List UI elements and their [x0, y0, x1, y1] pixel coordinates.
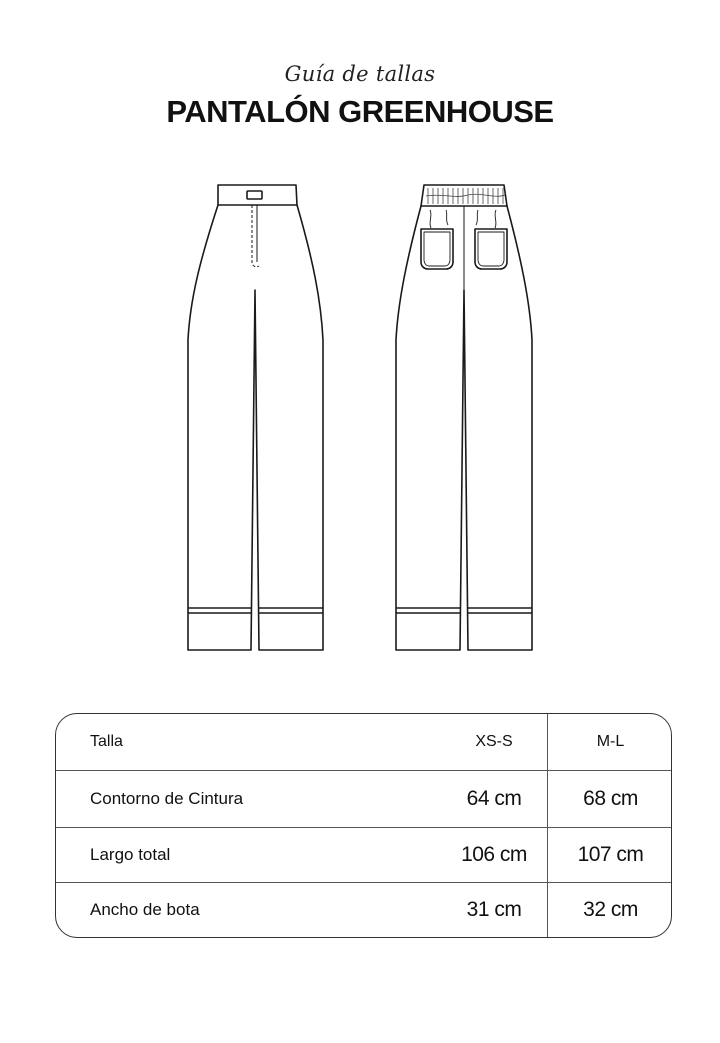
- header-xs-s: XS-S: [475, 733, 513, 750]
- table-row: [56, 771, 671, 828]
- pants-back-sketch: [396, 185, 532, 650]
- row-label-waist: Contorno de Cintura: [90, 789, 244, 808]
- hem-xs-s-value: 31 cm: [466, 898, 522, 921]
- table-header-row: [56, 714, 671, 771]
- page-title: PANTALÓN GREENHOUSE: [166, 94, 554, 129]
- table-row: [56, 828, 671, 883]
- header-size-label: Talla: [90, 733, 123, 750]
- pants-front-sketch: [188, 185, 323, 650]
- header-m-l: M-L: [596, 733, 625, 750]
- size-table: [55, 713, 672, 938]
- waist-m-l-value: 68 cm: [583, 787, 638, 810]
- length-m-l-value: 107 cm: [577, 843, 644, 866]
- hem-m-l-value: 32 cm: [583, 898, 638, 921]
- size-guide-subtitle: Guía de tallas: [284, 62, 436, 86]
- length-xs-s-value: 106 cm: [461, 843, 527, 866]
- row-label-hem-width: Ancho de bota: [90, 900, 200, 919]
- table-row: [56, 883, 671, 937]
- waist-xs-s-value: 64 cm: [466, 787, 522, 810]
- row-label-length: Largo total: [90, 845, 171, 864]
